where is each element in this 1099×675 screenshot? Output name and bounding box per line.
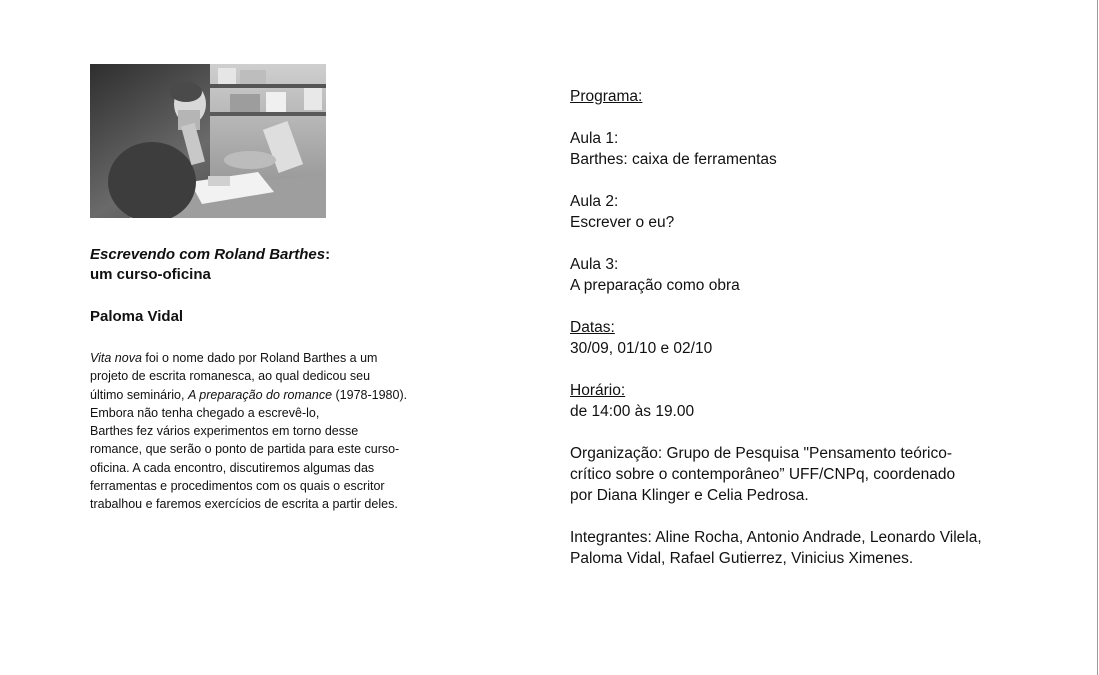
author-name: Paloma Vidal <box>90 308 184 325</box>
course-title-italic: Escrevendo com Roland Barthes <box>90 246 326 263</box>
description-italic: Vita nova <box>90 351 142 365</box>
description-text: último seminário, <box>90 387 188 402</box>
description-line: oficina. A cada encontro, discutiremos algumas das <box>90 460 375 475</box>
course-subtitle: um curso-oficina <box>90 266 211 283</box>
dates-heading: Datas: <box>570 319 615 336</box>
aula-2-label: Aula 2: <box>570 193 619 210</box>
aula-1-title: Barthes: caixa de ferramentas <box>570 151 777 168</box>
description-text: (1978-1980). <box>332 387 408 402</box>
description-line: Barthes fez vários experimentos em torno desse <box>90 424 359 439</box>
aula-1-label: Aula 1: <box>570 130 619 147</box>
course-title <box>90 245 450 285</box>
aula-2-title: Escrever o eu? <box>570 214 675 231</box>
description-text: foi o nome dado por Roland Barthes a um <box>141 351 378 365</box>
organization-line: crítico sobre o contemporâneo” UFF/CNPq, coordenado <box>570 466 956 483</box>
description-italic: A preparação do romance <box>187 387 333 402</box>
course-title-colon: : <box>325 246 331 263</box>
description-line: projeto de escrita romanesca, ao qual dedicou seu <box>90 369 371 384</box>
aula-3-label: Aula 3: <box>570 256 619 273</box>
course-description <box>90 349 450 514</box>
program-heading: Programa: <box>570 88 643 105</box>
dates-value: 30/09, 01/10 e 02/10 <box>570 340 713 357</box>
time-heading: Horário: <box>570 382 626 399</box>
description-line: ferramentas e procedimentos com os quais o escritor <box>90 479 385 494</box>
description-line: trabalhou e faremos exercícios de escrita a partir deles. <box>90 497 398 512</box>
program-column <box>570 86 1030 569</box>
members-line: Paloma Vidal, Rafael Gutierrez, Vinicius Ximenes. <box>570 550 914 567</box>
organization-line: Organização: Grupo de Pesquisa "Pensamento teórico- <box>570 445 953 462</box>
time-value: de 14:00 às 19.00 <box>570 403 695 420</box>
members-line: Integrantes: Aline Rocha, Antonio Andrade, Leonardo Vilela, <box>570 529 982 546</box>
description-line: romance, que serão o ponto de partida para este curso- <box>90 442 400 457</box>
aula-3-title: A preparação como obra <box>570 277 740 294</box>
organization-line: por Diana Klinger e Celia Pedrosa. <box>570 487 809 504</box>
page-edge <box>1097 0 1098 675</box>
description-line <box>90 386 450 404</box>
barthes-photo <box>90 64 326 218</box>
description-line <box>90 349 450 367</box>
description-line: Embora não tenha chegado a escrevê-lo, <box>90 405 320 420</box>
